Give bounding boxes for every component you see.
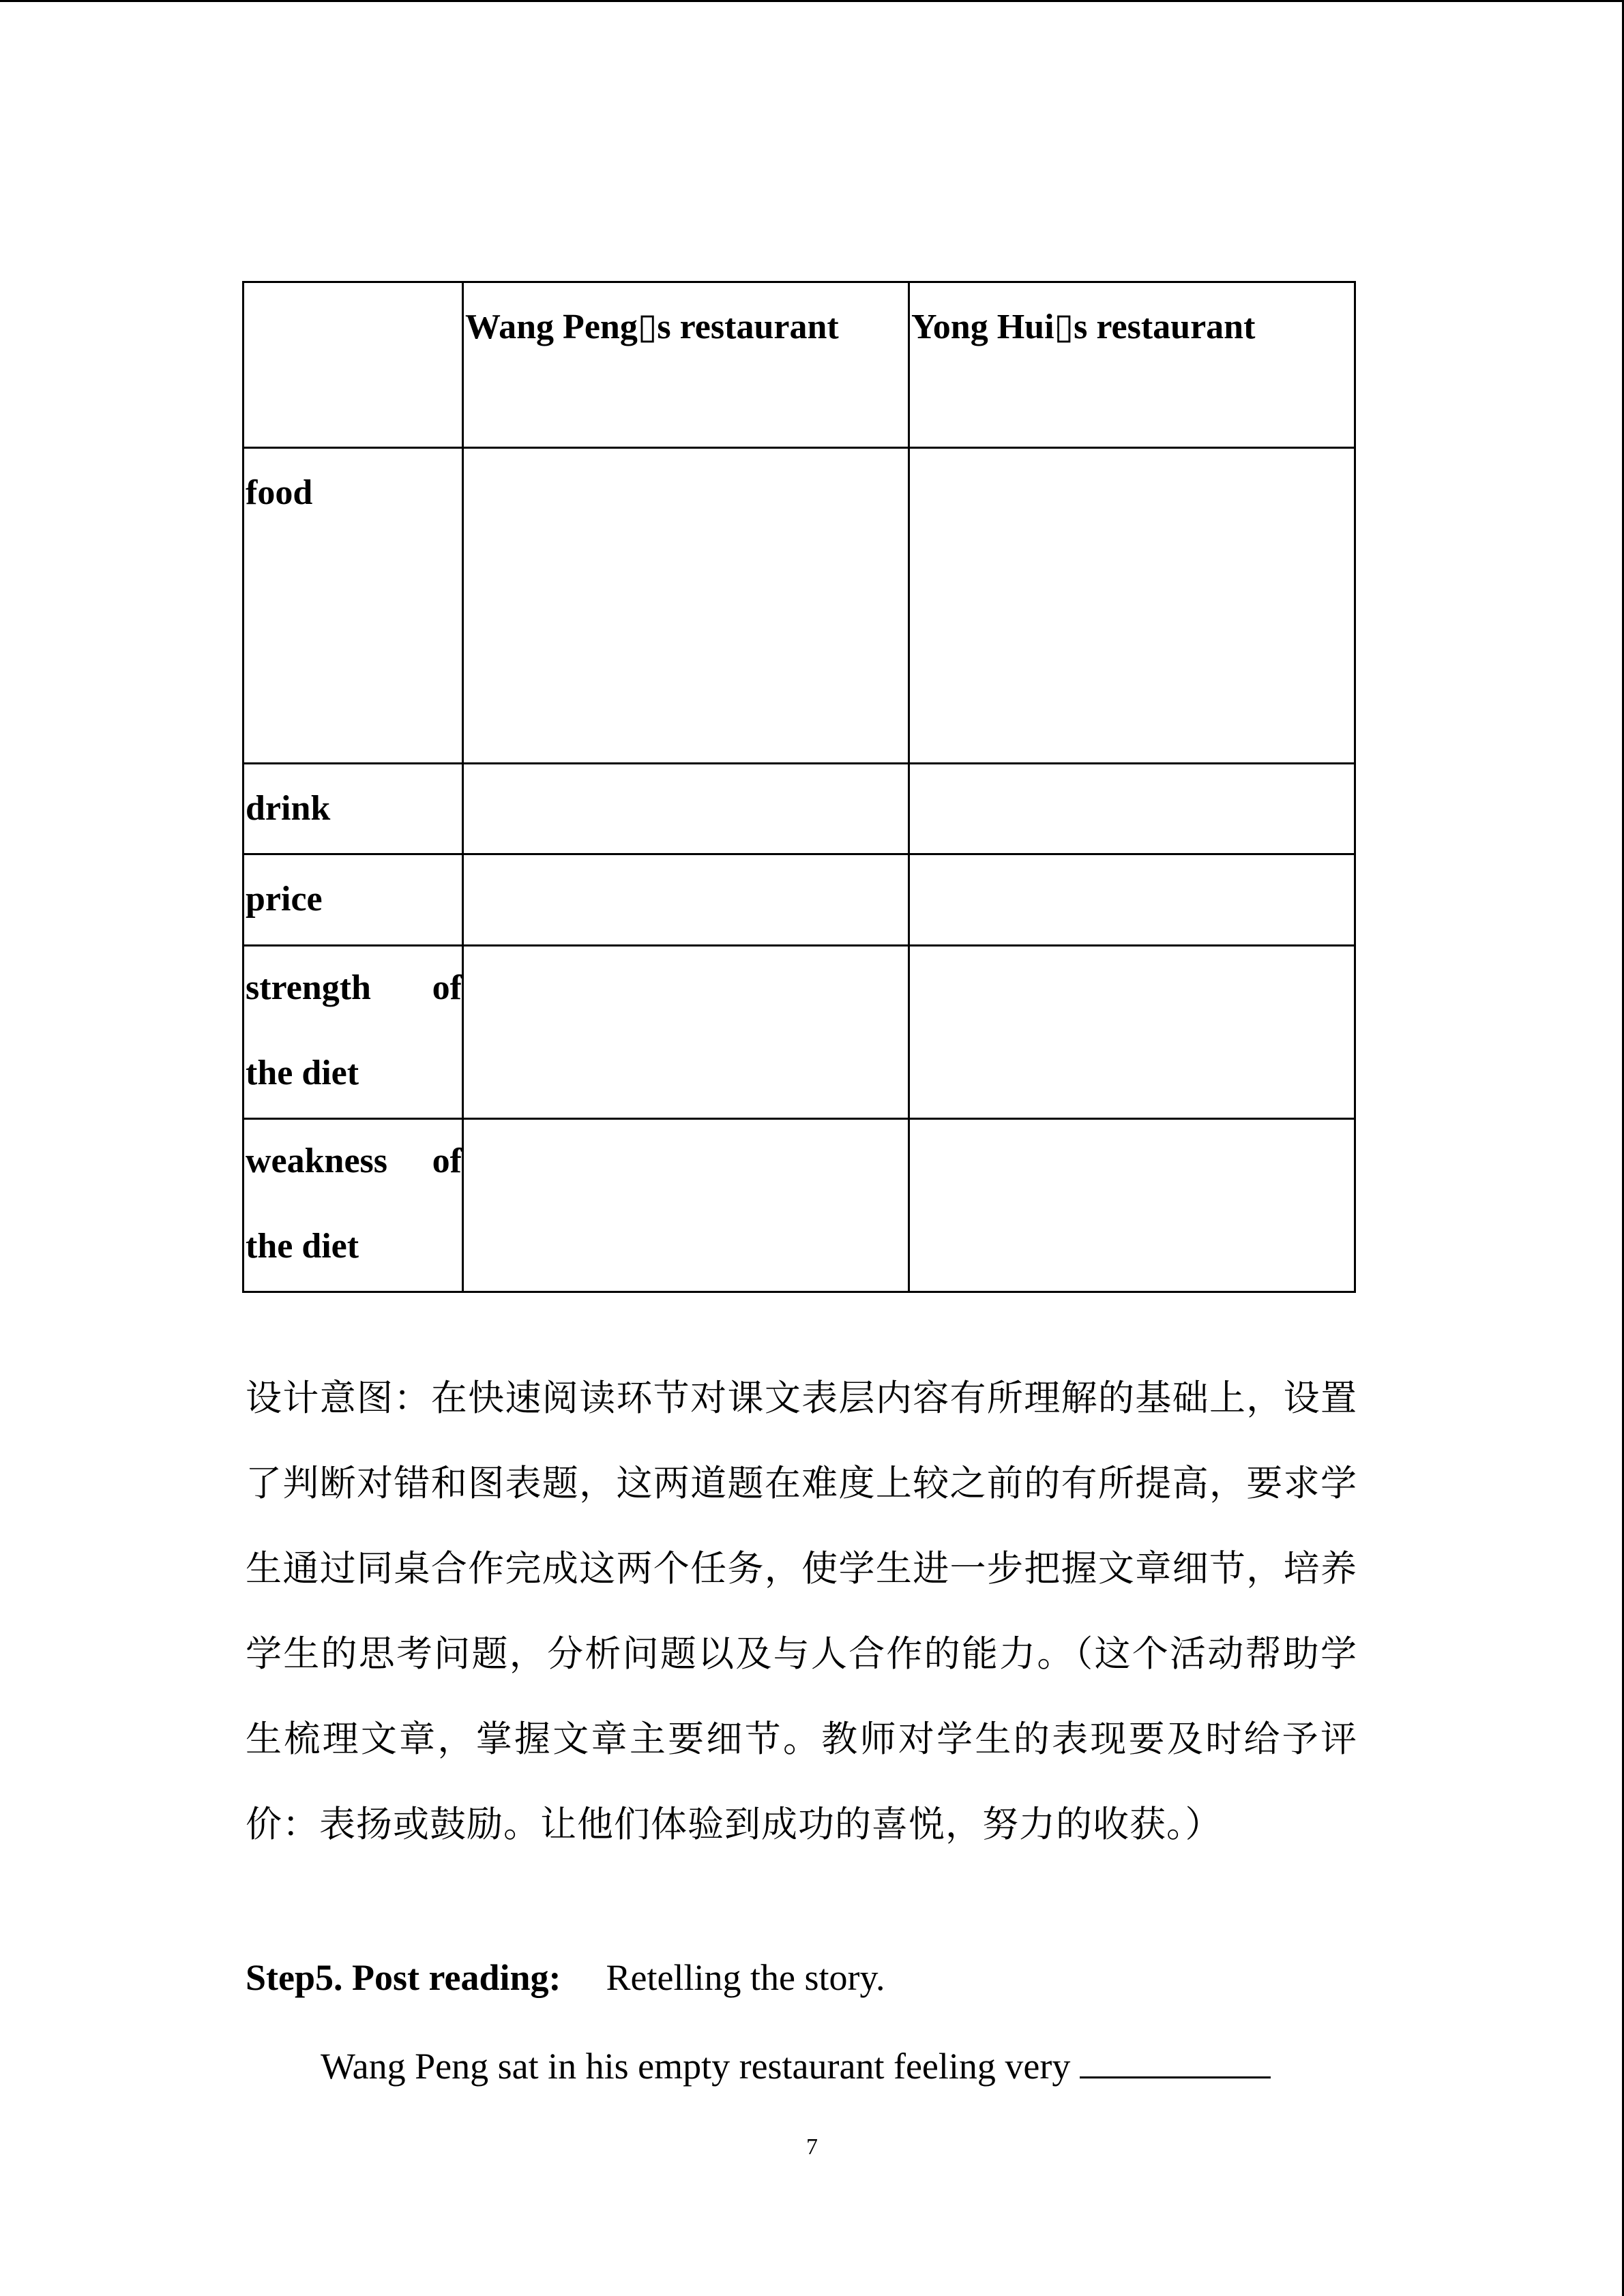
step5-heading xyxy=(246,1956,885,2000)
story-text: Wang Peng sat in his empty restaurant feeling very xyxy=(321,2046,1071,2087)
table-row-price xyxy=(243,854,1355,946)
row-label-line2: the diet xyxy=(246,1227,359,1266)
row-label-cell xyxy=(243,764,463,854)
answer-cell xyxy=(909,764,1355,854)
answer-cell xyxy=(463,1119,909,1292)
table-header-wang-peng xyxy=(463,282,909,448)
row-label-cell xyxy=(243,1119,463,1292)
page-number: 7 xyxy=(806,2134,818,2160)
table-row-strength xyxy=(243,946,1355,1119)
answer-cell xyxy=(463,854,909,946)
row-label: price xyxy=(246,880,323,919)
step5-text: Retelling the story. xyxy=(606,1957,885,1998)
row-label-cell xyxy=(243,448,463,764)
table-header-empty-cell xyxy=(243,282,463,448)
answer-cell xyxy=(463,946,909,1119)
answer-cell xyxy=(463,448,909,764)
table-row-drink xyxy=(243,764,1355,854)
answer-cell xyxy=(909,1119,1355,1292)
table-row-weakness xyxy=(243,1119,1355,1292)
header-label: Yong Hui▯s restaurant xyxy=(911,308,1256,346)
comparison-table xyxy=(242,281,1356,1293)
fill-in-blank xyxy=(1080,2041,1271,2078)
row-label: food xyxy=(246,473,313,512)
row-label-cell xyxy=(243,854,463,946)
story-line xyxy=(321,2041,1271,2089)
table-header-row xyxy=(243,282,1355,448)
header-label: Wang Peng▯s restaurant xyxy=(465,308,839,346)
table-header-yong-hui xyxy=(909,282,1355,448)
step5-label: Step5. Post reading: xyxy=(246,1957,561,1998)
answer-cell xyxy=(463,764,909,854)
row-label-cell xyxy=(243,946,463,1119)
answer-cell xyxy=(909,854,1355,946)
answer-cell xyxy=(909,448,1355,764)
table-row-food xyxy=(243,448,1355,764)
page-top-border xyxy=(0,0,1624,2)
row-label-line1: strength of xyxy=(246,968,462,1007)
design-intent-paragraph: 设计意图：在快速阅读环节对课文表层内容有所理解的基础上，设置了判断对错和图表题，这两道题在难度上较之前的有所提高，要求学生通过同桌合作完成这两个任务，使学生进一步把握文章细节，培养学生的思考问题，分析问题以及与人合作的能力。（这个活动帮助学生梳理文章，掌握文章主要细节。教师对学生的表现要及时给予评价：表扬或鼓励。让他们体验到成功的喜悦，努力的收获。） xyxy=(246,1377,1357,1845)
answer-cell xyxy=(909,946,1355,1119)
row-label: drink xyxy=(246,789,331,828)
row-label-line1: weakness of xyxy=(246,1142,462,1180)
row-label-line2: the diet xyxy=(246,1054,359,1092)
